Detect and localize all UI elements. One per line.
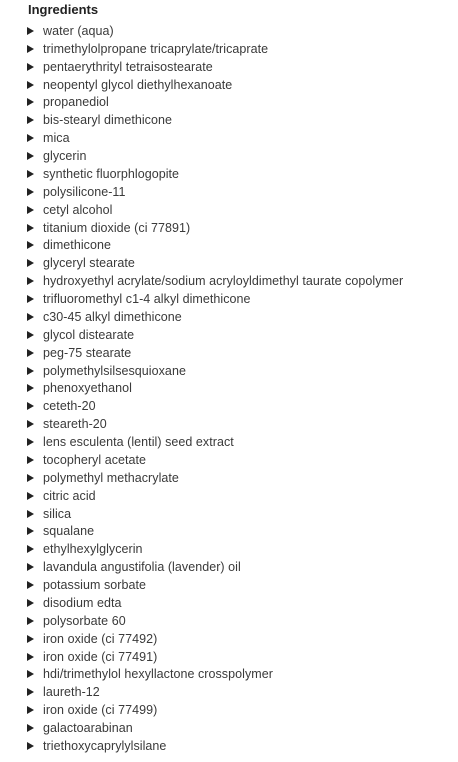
ingredient-label: iron oxide (ci 77491): [43, 649, 158, 664]
ingredient-label: c30-45 alkyl dimethicone: [43, 309, 182, 324]
caret-right-icon[interactable]: [27, 224, 34, 232]
caret-right-icon[interactable]: [27, 545, 34, 553]
ingredient-label: titanium dioxide (ci 77891): [43, 220, 191, 235]
ingredient-label: tocopheryl acetate: [43, 452, 147, 467]
ingredient-item[interactable]: [27, 290, 455, 308]
ingredient-label: potassium sorbate: [43, 578, 146, 593]
ingredient-item[interactable]: [27, 630, 455, 648]
ingredient-label: silica: [43, 506, 72, 521]
caret-right-icon[interactable]: [27, 170, 34, 178]
ingredient-label: steareth-20: [43, 417, 107, 432]
ingredient-label: glycol distearate: [43, 327, 135, 342]
ingredient-label: lavandula angustifolia (lavender) oil: [43, 560, 241, 575]
ingredient-label: hydroxyethyl acrylate/sodium acryloyldimethyl taurate copolymer: [43, 274, 404, 289]
caret-right-icon[interactable]: [27, 331, 34, 339]
caret-right-icon[interactable]: [27, 635, 34, 643]
caret-right-icon[interactable]: [27, 384, 34, 392]
caret-right-icon[interactable]: [27, 313, 34, 321]
ingredient-label: laureth-12: [43, 685, 100, 700]
caret-right-icon[interactable]: [27, 295, 34, 303]
ingredient-label: cetyl alcohol: [43, 202, 113, 217]
ingredient-item[interactable]: [27, 344, 455, 362]
ingredient-label: trimethylolpropane tricaprylate/tricaprate: [43, 41, 269, 56]
ingredients-list: [27, 22, 455, 755]
ingredient-label: ceteth-20: [43, 399, 96, 414]
ingredient-label: glyceryl stearate: [43, 256, 135, 271]
caret-right-icon[interactable]: [27, 206, 34, 214]
caret-right-icon[interactable]: [27, 438, 34, 446]
caret-right-icon[interactable]: [27, 742, 34, 750]
ingredient-label: iron oxide (ci 77499): [43, 703, 158, 718]
ingredient-label: squalane: [43, 524, 95, 539]
ingredient-item[interactable]: [27, 666, 455, 684]
ingredient-item[interactable]: [27, 237, 455, 255]
ingredient-label: bis-stearyl dimethicone: [43, 113, 172, 128]
ingredient-item[interactable]: [27, 737, 455, 755]
ingredient-item[interactable]: [27, 594, 455, 612]
caret-right-icon[interactable]: [27, 724, 34, 732]
caret-right-icon[interactable]: [27, 277, 34, 285]
caret-right-icon[interactable]: [27, 456, 34, 464]
ingredient-item[interactable]: [27, 58, 455, 76]
ingredient-item[interactable]: [27, 612, 455, 630]
ingredient-label: disodium edta: [43, 595, 122, 610]
caret-right-icon[interactable]: [27, 510, 34, 518]
ingredient-label: pentaerythrityl tetraisostearate: [43, 59, 213, 74]
caret-right-icon[interactable]: [27, 259, 34, 267]
ingredient-item[interactable]: [27, 540, 455, 558]
ingredient-item[interactable]: [27, 380, 455, 398]
ingredient-item[interactable]: [27, 22, 455, 40]
caret-right-icon[interactable]: [27, 563, 34, 571]
caret-right-icon[interactable]: [27, 188, 34, 196]
ingredient-label: ethylhexylglycerin: [43, 542, 143, 557]
ingredient-item[interactable]: [27, 576, 455, 594]
ingredient-item[interactable]: [27, 451, 455, 469]
ingredient-item[interactable]: [27, 701, 455, 719]
ingredient-item[interactable]: [27, 469, 455, 487]
ingredient-label: polysilicone-11: [43, 184, 126, 199]
ingredient-label: phenoxyethanol: [43, 381, 132, 396]
ingredient-label: triethoxycaprylylsilane: [43, 738, 167, 753]
ingredient-label: propanediol: [43, 95, 109, 110]
caret-right-icon[interactable]: [27, 581, 34, 589]
ingredient-label: dimethicone: [43, 238, 111, 253]
caret-right-icon[interactable]: [27, 116, 34, 124]
ingredient-item[interactable]: [27, 683, 455, 701]
ingredient-item[interactable]: [27, 272, 455, 290]
ingredient-label: mica: [43, 131, 70, 146]
ingredient-label: iron oxide (ci 77492): [43, 631, 158, 646]
ingredient-item[interactable]: [27, 129, 455, 147]
ingredient-item[interactable]: [27, 254, 455, 272]
caret-right-icon[interactable]: [27, 27, 34, 35]
caret-right-icon[interactable]: [27, 527, 34, 535]
ingredient-item[interactable]: [27, 40, 455, 58]
ingredient-item[interactable]: [27, 326, 455, 344]
caret-right-icon[interactable]: [27, 349, 34, 357]
ingredient-item[interactable]: [27, 183, 455, 201]
ingredient-label: neopentyl glycol diethylhexanoate: [43, 77, 233, 92]
caret-right-icon[interactable]: [27, 152, 34, 160]
caret-right-icon[interactable]: [27, 81, 34, 89]
caret-right-icon[interactable]: [27, 688, 34, 696]
ingredient-item[interactable]: [27, 505, 455, 523]
ingredient-item[interactable]: [27, 362, 455, 380]
ingredient-item[interactable]: [27, 397, 455, 415]
ingredient-label: peg-75 stearate: [43, 345, 132, 360]
ingredient-item[interactable]: [27, 648, 455, 666]
caret-right-icon[interactable]: [27, 670, 34, 678]
caret-right-icon[interactable]: [27, 420, 34, 428]
caret-right-icon[interactable]: [27, 45, 34, 53]
ingredient-item[interactable]: [27, 76, 455, 94]
ingredient-item[interactable]: [27, 308, 455, 326]
ingredient-label: synthetic fluorphlogopite: [43, 166, 180, 181]
ingredient-label: lens esculenta (lentil) seed extract: [43, 435, 234, 450]
caret-right-icon[interactable]: [27, 653, 34, 661]
ingredient-item[interactable]: [27, 523, 455, 541]
ingredient-label: glycerin: [43, 149, 87, 164]
ingredient-label: polymethylsilsesquioxane: [43, 363, 186, 378]
ingredient-label: trifluoromethyl c1-4 alkyl dimethicone: [43, 292, 251, 307]
caret-right-icon[interactable]: [27, 134, 34, 142]
ingredient-label: polymethyl methacrylate: [43, 470, 179, 485]
ingredient-item[interactable]: [27, 201, 455, 219]
ingredient-item[interactable]: [27, 165, 455, 183]
caret-right-icon[interactable]: [27, 63, 34, 71]
ingredient-item[interactable]: [27, 433, 455, 451]
caret-right-icon[interactable]: [27, 599, 34, 607]
ingredients-heading: Ingredients: [28, 2, 99, 17]
caret-right-icon[interactable]: [27, 706, 34, 714]
caret-right-icon[interactable]: [27, 402, 34, 410]
caret-right-icon[interactable]: [27, 617, 34, 625]
ingredient-item[interactable]: [27, 415, 455, 433]
caret-right-icon[interactable]: [27, 241, 34, 249]
ingredient-item[interactable]: [27, 487, 455, 505]
caret-right-icon[interactable]: [27, 98, 34, 106]
ingredient-item[interactable]: [27, 111, 455, 129]
ingredient-label: galactoarabinan: [43, 721, 133, 736]
ingredient-item[interactable]: [27, 94, 455, 112]
caret-right-icon[interactable]: [27, 492, 34, 500]
ingredient-item[interactable]: [27, 719, 455, 737]
caret-right-icon[interactable]: [27, 367, 34, 375]
ingredient-label: citric acid: [43, 488, 96, 503]
ingredient-item[interactable]: [27, 147, 455, 165]
ingredient-item[interactable]: [27, 219, 455, 237]
ingredient-item[interactable]: [27, 558, 455, 576]
ingredient-label: hdi/trimethylol hexyllactone crosspolymer: [43, 667, 273, 682]
caret-right-icon[interactable]: [27, 474, 34, 482]
ingredient-label: polysorbate 60: [43, 613, 126, 628]
ingredient-label: water (aqua): [43, 23, 114, 38]
